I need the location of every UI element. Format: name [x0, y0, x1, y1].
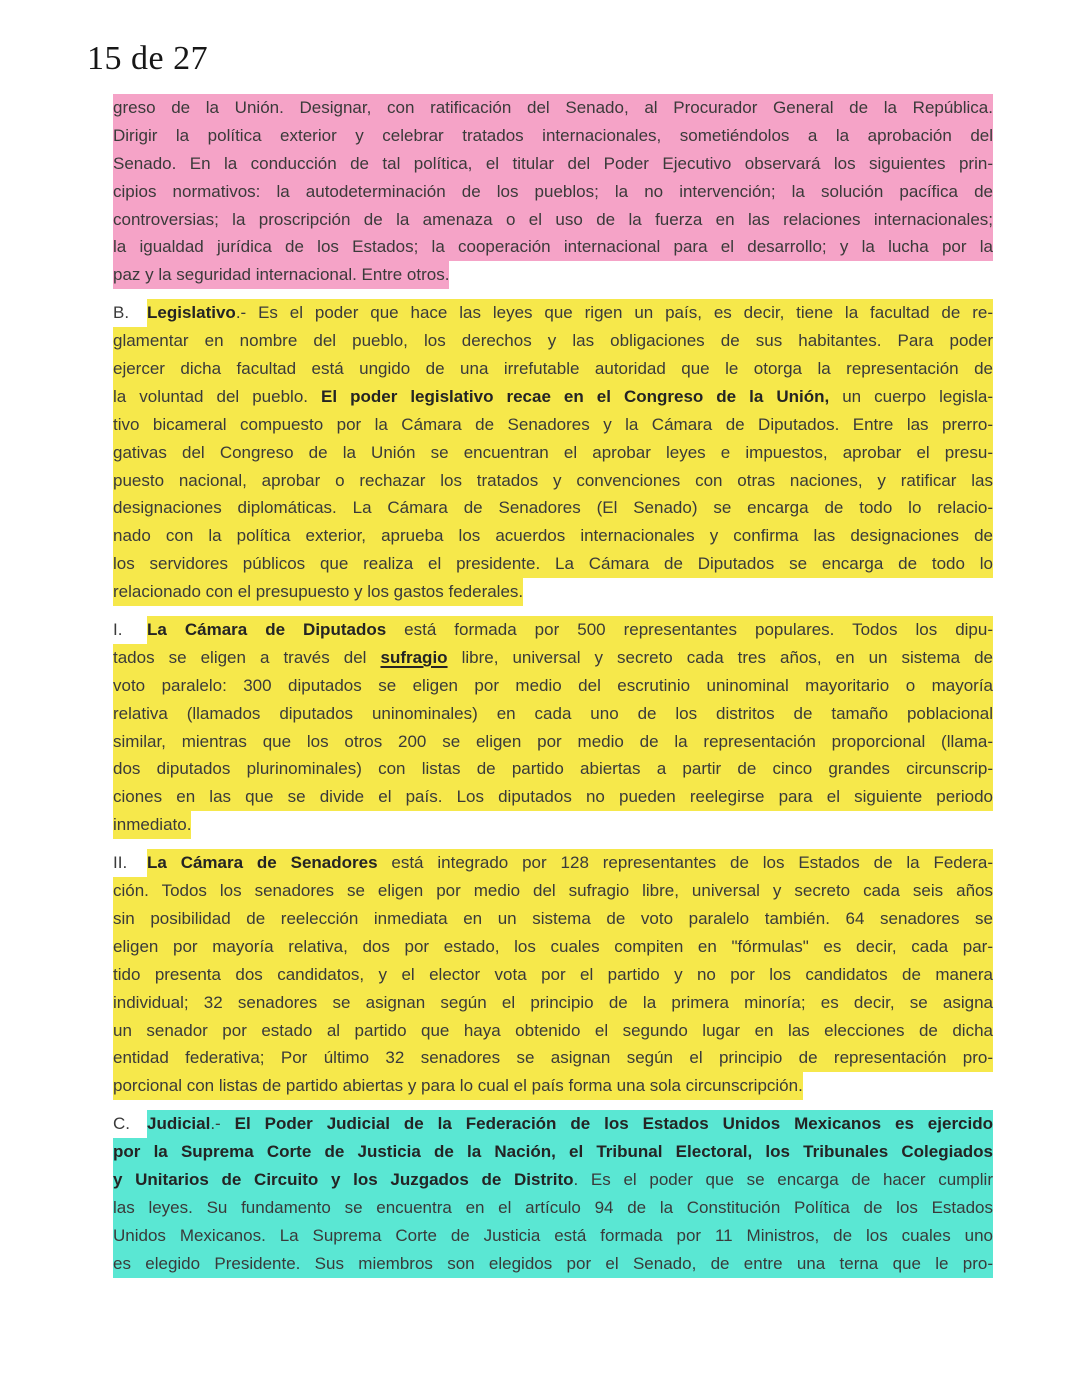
text-segment: . Es el poder que se encarga de hacer cumplir	[574, 1166, 994, 1194]
text-segment: Legislativo	[147, 299, 236, 327]
text-line	[113, 439, 993, 467]
text-line	[113, 1138, 993, 1166]
text-segment: entidad federativa; Por último 32 senadores se asignan según el principio de representación pro-	[113, 1044, 993, 1072]
text-segment: designaciones diplomáticas. La Cámara de Senadores (El Senado) se encarga de todo lo relacio-	[113, 494, 993, 522]
text-segment: ejercer dicha facultad está ungido de una irrefutable autoridad que le otorga la representación de	[113, 355, 993, 383]
text-segment: las leyes. Su fundamento se encuentra en el artículo 94 de la Constitución Política de los Estados	[113, 1194, 993, 1222]
text-segment: puesto nacional, aprobar o rechazar los tratados y convenciones con otras naciones, y ratificar las	[113, 467, 993, 495]
text-line	[113, 467, 993, 495]
text-segment: cipios normativos: la autodeterminación de los pueblos; la no intervención; la solución pacífica de	[113, 178, 993, 206]
list-marker: I.	[113, 620, 123, 640]
page-number-indicator: 15 de 27	[87, 40, 209, 77]
text-segment: relativa (llamados diputados uninominales) en cada uno de los distritos de tamaño poblacional	[113, 700, 993, 728]
text-segment: controversias; la proscripción de la amenaza o el uso de la fuerza en las relaciones internacionales;	[113, 206, 993, 234]
text-segment: libre, universal y secreto cada tres años, en un sistema de	[448, 644, 993, 672]
text-segment: .- Es el poder que hace las leyes que rigen un país, es decir, tiene la facultad de re-	[236, 299, 993, 327]
text-line	[113, 672, 993, 700]
list-marker: B.	[113, 303, 130, 323]
text-line	[113, 700, 993, 728]
paragraph-chamber-of-senators-item	[113, 849, 993, 1100]
text-segment: es elegido Presidente. Sus miembros son elegidos por el Senado, de entre una terna que le pro-	[113, 1250, 993, 1278]
text-line	[113, 1194, 993, 1222]
text-line	[113, 494, 993, 522]
text-segment: glamentar en nombre del pueblo, los derechos y las obligaciones de sus habitantes. Para poder	[113, 327, 993, 355]
text-segment: dos diputados plurinominales) con listas de partido abiertas a partir de cinco grandes circunscrip-	[113, 755, 993, 783]
text-segment: los servidores públicos que realiza el presidente. La Cámara de Diputados se encarga de todo lo	[113, 550, 993, 578]
text-line	[113, 383, 993, 411]
text-line	[113, 233, 993, 261]
text-segment: tados se eligen a través del	[113, 644, 380, 672]
text-line	[113, 178, 993, 206]
text-line	[113, 905, 993, 933]
text-line	[113, 616, 993, 644]
text-segment: un senador por estado al partido que haya obtenido el segundo lugar en las elecciones de dicha	[113, 1017, 993, 1045]
text-segment: .-	[210, 1110, 234, 1138]
text-line	[113, 1017, 993, 1045]
text-line	[113, 811, 993, 839]
text-segment: relacionado con el presupuesto y los gastos federales.	[113, 578, 523, 606]
text-segment: nado con la política exterior, aprueba los acuerdos internacionales y confirma las designaciones de	[113, 522, 993, 550]
text-line	[113, 206, 993, 234]
text-segment: similar, mientras que los otros 200 se eligen por medio de la representación proporcional (llama-	[113, 728, 993, 756]
text-segment: tido presenta dos candidatos, y el elector vota por el partido y no por los candidatos de manera	[113, 961, 993, 989]
text-line	[113, 550, 993, 578]
text-segment: El poder legislativo recae en el Congreso de la Unión,	[321, 383, 829, 411]
text-segment: ción. Todos los senadores se eligen por medio del sufragio libre, universal y secreto cada seis años	[113, 877, 993, 905]
text-segment: por la Suprema Corte de Justicia de la Nación, el Tribunal Electoral, los Tribunales Colegiados	[113, 1138, 993, 1166]
text-segment: la igualdad jurídica de los Estados; la cooperación internacional para el desarrollo; y la lucha por la	[113, 233, 993, 261]
text-segment: La Cámara de Diputados	[147, 616, 386, 644]
text-segment: está formada por 500 representantes populares. Todos los dipu-	[386, 616, 993, 644]
text-line	[113, 783, 993, 811]
text-line	[113, 411, 993, 439]
text-line	[113, 1222, 993, 1250]
paragraph-legislative-section	[113, 299, 993, 606]
text-segment: porcional con listas de partido abiertas y para lo cual el país forma una sola circunscripción.	[113, 1072, 803, 1100]
text-line	[113, 299, 993, 327]
text-segment: Dirigir la política exterior y celebrar tratados internacionales, sometiéndolos a la aprobación del	[113, 122, 993, 150]
text-segment: ciones en las que se divide el país. Los diputados no pueden reelegirse para el siguiente periodo	[113, 783, 993, 811]
document-body	[113, 94, 993, 1278]
paragraph-judicial-section	[113, 1110, 993, 1277]
text-line	[113, 933, 993, 961]
text-line	[113, 989, 993, 1017]
text-segment: greso de la Unión. Designar, con ratificación del Senado, al Procurador General de la República.	[113, 94, 993, 122]
text-line	[113, 261, 993, 289]
text-line	[113, 1072, 993, 1100]
text-segment: gativas del Congreso de la Unión se encuentran el aprobar leyes e impuestos, aprobar el presu-	[113, 439, 993, 467]
text-segment: y Unitarios de Circuito y los Juzgados de Distrito	[113, 1166, 574, 1194]
text-segment: sin posibilidad de reelección inmediata en un sistema de voto paralelo también. 64 senadores se	[113, 905, 993, 933]
text-line	[113, 961, 993, 989]
text-line	[113, 522, 993, 550]
text-line	[113, 728, 993, 756]
text-line	[113, 355, 993, 383]
text-segment: eligen por mayoría relativa, dos por estado, los cuales compiten en "fórmulas" es decir, cada par-	[113, 933, 993, 961]
text-segment: Senado. En la conducción de tal política, el titular del Poder Ejecutivo observará los siguientes prin-	[113, 150, 993, 178]
text-segment: la voluntad del pueblo.	[113, 383, 321, 411]
text-segment: voto paralelo: 300 diputados se eligen por medio del escrutinio uninominal mayoritario o mayoría	[113, 672, 993, 700]
paragraph-chamber-of-deputies-item	[113, 616, 993, 839]
text-segment: Judicial	[147, 1110, 210, 1138]
list-marker: II.	[113, 853, 128, 873]
text-segment: La Cámara de Senadores	[147, 849, 378, 877]
text-segment: paz y la seguridad internacional. Entre otros.	[113, 261, 449, 289]
text-line	[113, 755, 993, 783]
text-line	[113, 122, 993, 150]
text-segment: individual; 32 senadores se asignan según el principio de la primera minoría; es decir, se asigna	[113, 989, 993, 1017]
text-line	[113, 327, 993, 355]
text-segment: sufragio	[380, 644, 447, 672]
text-line	[113, 1166, 993, 1194]
text-line	[113, 849, 993, 877]
text-line	[113, 1110, 993, 1138]
text-line	[113, 1250, 993, 1278]
text-segment: El Poder Judicial de la Federación de los Estados Unidos Mexicanos es ejercido	[235, 1110, 993, 1138]
text-line	[113, 644, 993, 672]
text-line	[113, 877, 993, 905]
text-line	[113, 1044, 993, 1072]
text-segment: tivo bicameral compuesto por la Cámara de Senadores y la Cámara de Diputados. Entre las prerro-	[113, 411, 993, 439]
text-segment: está integrado por 128 representantes de los Estados de la Federa-	[378, 849, 993, 877]
text-line	[113, 578, 993, 606]
text-segment: un cuerpo legisla-	[829, 383, 993, 411]
list-marker: C.	[113, 1114, 130, 1134]
paragraph-executive-continuation	[113, 94, 993, 289]
text-line	[113, 94, 993, 122]
text-segment: inmediato.	[113, 811, 191, 839]
text-segment: Unidos Mexicanos. La Suprema Corte de Justicia está formada por 11 Ministros, de los cuales uno	[113, 1222, 993, 1250]
text-line	[113, 150, 993, 178]
